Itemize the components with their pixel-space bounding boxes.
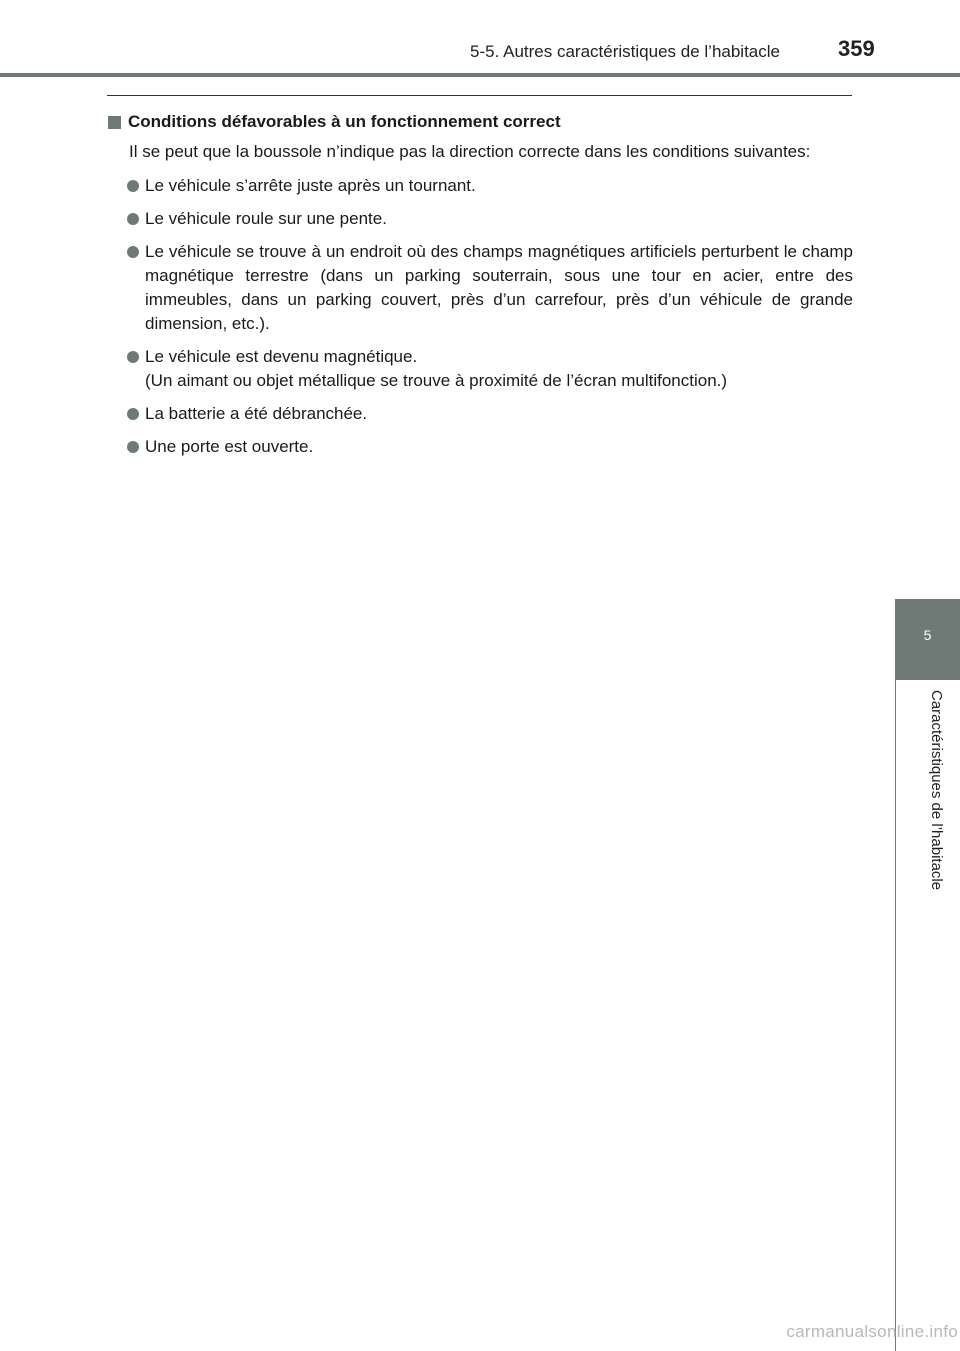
list-item [108,207,853,231]
list-item-text: Une porte est ouverte. [145,437,314,456]
circle-bullet-icon [127,213,139,225]
circle-bullet-icon [127,408,139,420]
page-number: 359 [838,36,875,61]
square-bullet-icon [108,116,121,129]
chapter-tab-label: Caractéristiques de l’habitacle [928,690,945,891]
list-item-text: Le véhicule s’arrête juste après un tournant. [145,176,476,195]
list-item-text: Le véhicule est devenu magnétique. [145,347,418,366]
running-header-section: 5-5. Autres caractéristiques de l’habitacle [470,42,780,61]
list-item [108,402,853,426]
list-item-text: La batterie a été débranchée. [145,404,368,423]
list-item [108,174,853,198]
circle-bullet-icon [127,351,139,363]
circle-bullet-icon [127,246,139,258]
list-item-text: Le véhicule se trouve à un endroit où des champs magnétiques artificiels perturbent le champ magnétique terrestre (dans un parking souterrain, sous une tour en acier, entre des immeubles, dans un parking couvert, près d’un carrefour, près d’un véhicule de grande dimension, etc.). [145,242,853,333]
section-divider [107,95,852,96]
list-item [108,345,853,393]
chapter-tab-number: 5 [923,627,932,643]
conditions-list [108,174,853,459]
list-item [108,240,853,336]
section-intro: Il se peut que la boussole n’indique pas la direction correcte dans les conditions suivantes: [129,142,811,161]
header-divider [0,73,960,77]
main-content [108,110,853,468]
list-item-note: (Un aimant ou objet métallique se trouve à proximité de l’écran multifonction.) [145,371,728,390]
list-item [108,435,853,459]
section-heading-text: Conditions défavorables à un fonctionnement correct [128,112,561,131]
list-item-text: Le véhicule roule sur une pente. [145,209,387,228]
circle-bullet-icon [127,441,139,453]
watermark: carmanualsonline.info [786,1322,958,1341]
section-heading [108,110,853,134]
circle-bullet-icon [127,180,139,192]
